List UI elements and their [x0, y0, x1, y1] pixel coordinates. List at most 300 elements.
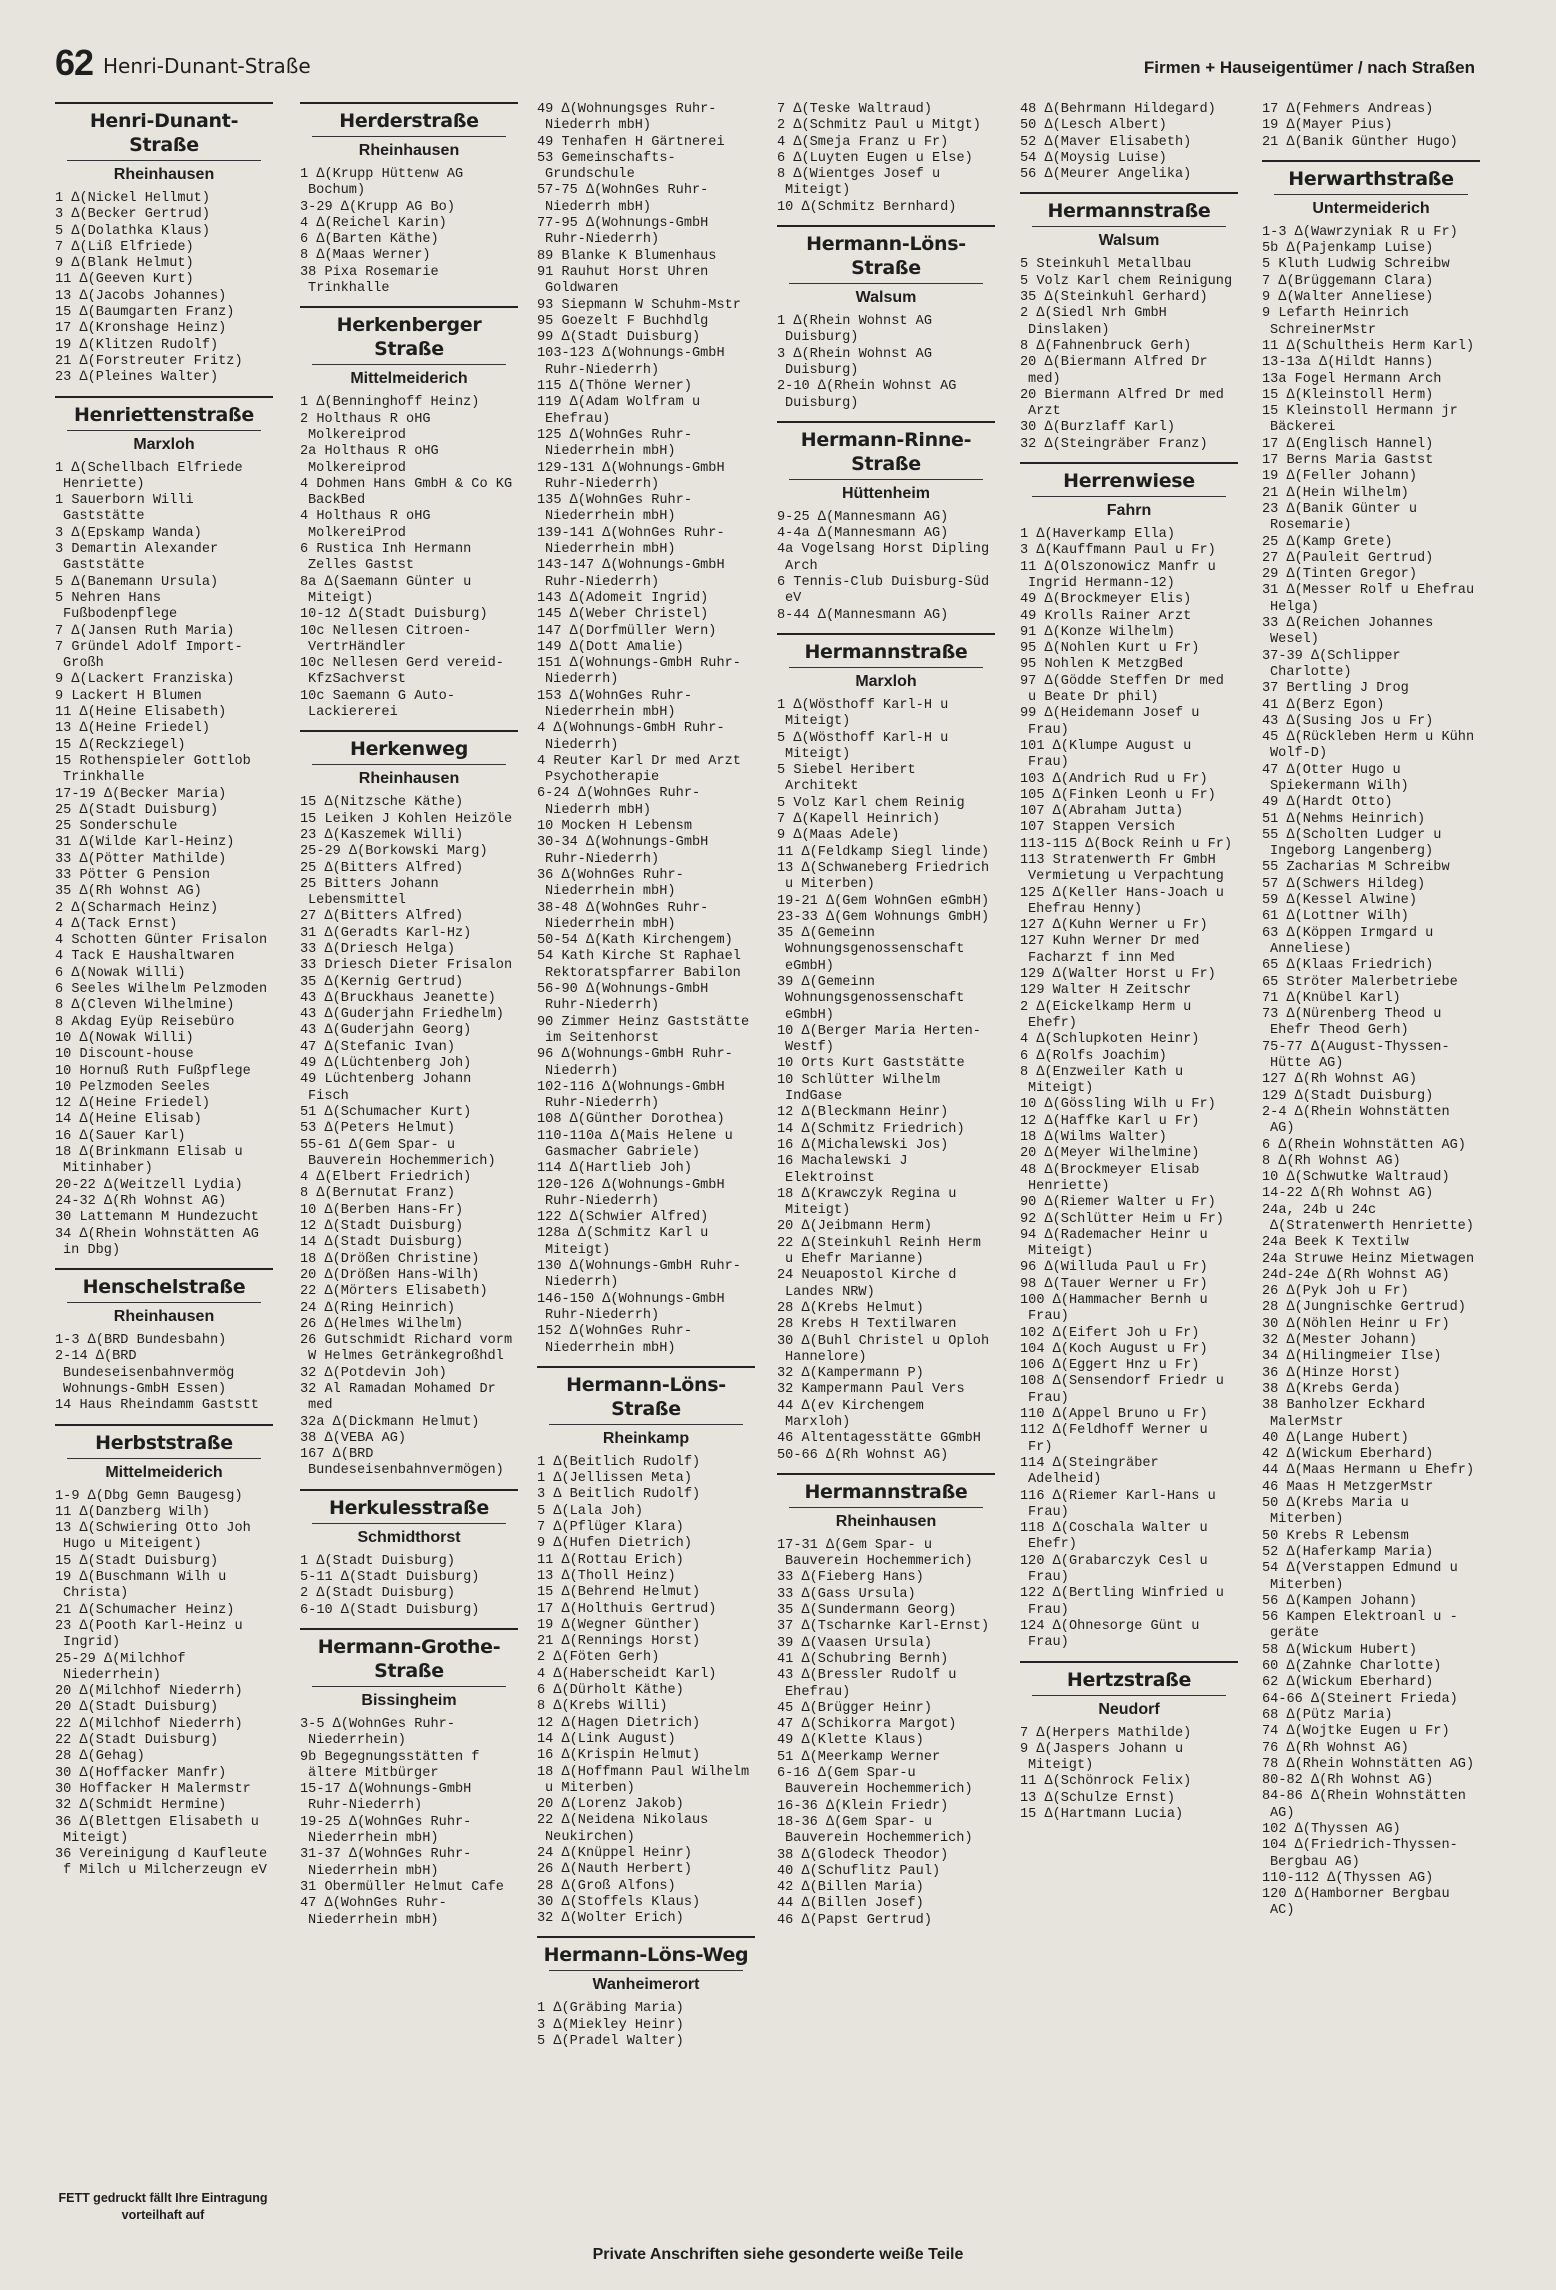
address-entry: 1-3 ∆(BRD Bundesbahn): [55, 1333, 227, 1349]
address-entry: 105 ∆(Finken Leonh u Fr): [1020, 787, 1216, 803]
address-entry: 18 ∆(Drößen Christine): [300, 1251, 480, 1267]
address-entry: 25 Sonderschule: [55, 819, 178, 835]
address-entry: 4a Vogelsang Horst Dipling Arch: [777, 542, 990, 574]
address-entry: 32 Al Ramadan Mohamed Dr med: [300, 1382, 496, 1414]
address-entry: 4 ∆(Schlupkoten Heinr): [1020, 1032, 1200, 1048]
address-entry: 15 ∆(Reckziegel): [55, 737, 186, 753]
address-entry: 43 ∆(Guderjahn Georg): [300, 1023, 472, 1039]
footnote: FETT gedruckt fällt Ihre Eintragung vorteilhaft auf: [58, 2191, 268, 2222]
street-section: [1020, 462, 1238, 1651]
address-entry: 32 ∆(Kampermann P): [777, 1366, 924, 1382]
address-entry: 11 ∆(Rottau Erich): [537, 1552, 684, 1568]
address-entry: 89 Blanke K Blumenhaus: [537, 248, 717, 264]
address-entry: 21 ∆(Forstreuter Fritz): [55, 353, 243, 369]
address-entry: 97 ∆(Gödde Steffen Dr med u Beate Dr phil): [1020, 673, 1224, 706]
section-rule: [300, 1489, 518, 1491]
address-entry: 9 ∆(Lackert Franziska): [55, 672, 235, 688]
street-section: [537, 102, 755, 1357]
street-title: Hermann-Grothe-Straße: [317, 1635, 501, 1682]
directory-column: [300, 102, 518, 2222]
address-entry: 43 ∆(Susing Jos u Fr): [1262, 713, 1434, 729]
title-underline: [312, 764, 506, 765]
address-entry: 13 ∆(Tholl Heinz): [537, 1568, 676, 1584]
address-entry: 1-3 ∆(Wawrzyniak R u Fr): [1262, 224, 1458, 240]
address-entry: 12 ∆(Hagen Dietrich): [537, 1715, 701, 1731]
directory-column: [1262, 102, 1480, 2222]
address-entry: 114 ∆(Steingräber Adelheid): [1020, 1455, 1159, 1488]
address-entry: 11 ∆(Geeven Kurt): [55, 272, 194, 288]
address-entry: 6-24 ∆(WohnGes Ruhr-Niederrh mbH): [537, 786, 701, 818]
address-entry: 2 ∆(Schmitz Paul u Mitgt): [777, 118, 981, 134]
address-entry: 38 ∆(VEBA AG): [300, 1430, 407, 1446]
address-entry: 20 ∆(Drößen Hans-Wilh): [300, 1267, 480, 1283]
address-entry: 43 ∆(Bressler Rudolf u Ehefrau): [777, 1668, 957, 1700]
address-entry: 31 ∆(Wilde Karl-Heinz): [55, 835, 235, 851]
address-entry: 23 ∆(Banik Günter u Rosemarie): [1262, 501, 1417, 534]
address-entry: 43 ∆(Bruckhaus Jeanette): [300, 990, 496, 1006]
address-entry: 14 ∆(Schmitz Friedrich): [777, 1121, 965, 1137]
street-section: [777, 421, 995, 624]
address-entry: 84-86 ∆(Rhein Wohnstätten AG): [1262, 1789, 1466, 1821]
address-entry: 110 ∆(Appel Bruno u Fr): [1020, 1407, 1208, 1423]
address-entry: 9 Lefarth Heinrich SchreinerMstr: [1262, 306, 1409, 338]
address-entry: 1 ∆(Haverkamp Ella): [1020, 527, 1175, 543]
address-entry: 2-4 ∆(Rhein Wohnstätten AG): [1262, 1104, 1450, 1137]
district-label: Rheinhausen: [835, 1512, 937, 1530]
address-entry: 4 Schotten Günter Frisalon: [55, 933, 268, 949]
address-entry: 36 Vereinigung d Kaufleute f Milch u Milcherzeugn eV: [55, 1847, 268, 1879]
address-entry: 5 Volz Karl chem Reinig: [777, 795, 965, 811]
address-entry: 53 ∆(Peters Helmut): [300, 1121, 455, 1137]
address-entry: 45 ∆(Rückleben Herm u Kühn Wolf-D): [1262, 730, 1475, 762]
title-underline: [1274, 194, 1468, 195]
address-entry: 11 ∆(Feldkamp Siegl linde): [777, 844, 990, 860]
address-entry: 44 ∆(Maas Hermann u Ehefr): [1262, 1463, 1475, 1479]
address-entry: 6 Rustica Inh Hermann Zelles Gastst: [300, 542, 472, 574]
address-entry: 35 ∆(Steinkuhl Gerhard): [1020, 290, 1208, 306]
address-entry: 57-75 ∆(WohnGes Ruhr-Niederrh mbH): [537, 183, 709, 215]
address-entry: 2-14 ∆(BRD Bundeseisenbahnvermög Wohnungs-GmbH Essen): [55, 1349, 235, 1397]
address-entry: 6 Seeles Wilhelm Pelzmoden: [55, 982, 268, 998]
address-entry: 22 ∆(Neidena Nikolaus Neukirchen): [537, 1813, 709, 1845]
address-entry: 16 ∆(Michalewski Jos): [777, 1137, 949, 1153]
title-underline: [312, 1523, 506, 1524]
address-entry: 15 ∆(Kleinstoll Herm): [1262, 387, 1434, 403]
address-entry: 119 ∆(Adam Wolfram u Ehefrau): [537, 395, 701, 427]
address-entry: 31-37 ∆(WohnGes Ruhr-Niederrhein mbH): [300, 1847, 472, 1879]
address-entry: 120-126 ∆(Wohnungs-GmbH Ruhr-Niederrh): [537, 1177, 725, 1209]
street-title: Herwarthstraße: [1288, 167, 1454, 190]
address-entry: 1 ∆(Jellissen Meta): [537, 1471, 692, 1487]
address-entry: 30 ∆(Buhl Christel u Oploh Hannelore): [777, 1333, 990, 1365]
street-title: Hertzstraße: [1066, 1668, 1192, 1691]
address-entry: 5 Kluth Ludwig Schreibw: [1262, 257, 1450, 273]
street-section: [300, 306, 518, 721]
address-entry: 56-90 ∆(Wohnungs-GmbH Ruhr-Niederrh): [537, 982, 709, 1014]
address-entry: 5 ∆(Banemann Ursula): [55, 574, 219, 590]
street-section: [300, 730, 518, 1479]
address-entry: 38 Banholzer Eckhard MalerMstr: [1262, 1398, 1426, 1430]
address-entry: 30 ∆(Stoffels Klaus): [537, 1894, 701, 1910]
address-entry: 32 ∆(Mester Johann): [1262, 1333, 1417, 1349]
address-entry: 49 ∆(Klette Klaus): [777, 1733, 924, 1749]
section-rule: [1262, 160, 1480, 162]
address-entry: 9 ∆(Blank Helmut): [55, 256, 194, 272]
page-number: 62: [55, 42, 94, 83]
address-entry: 103-123 ∆(Wohnungs-GmbH Ruhr-Niederrh): [537, 346, 725, 378]
address-entry: 8 ∆(Cleven Wilhelmine): [55, 998, 235, 1014]
address-entry: 120 ∆(Hamborner Bergbau AC): [1262, 1887, 1450, 1919]
address-entry: 9-25 ∆(Mannesmann AG): [777, 509, 949, 525]
address-entry: 107 ∆(Abraham Jutta): [1020, 804, 1184, 820]
address-entry: 39 ∆(Vaasen Ursula): [777, 1635, 932, 1651]
address-entry: 9 ∆(Maas Adele): [777, 828, 900, 844]
address-entry: 128a ∆(Schmitz Karl u Miteigt): [537, 1226, 709, 1258]
address-entry: 4 ∆(Tack Ernst): [55, 916, 178, 932]
address-entry: 32 Kampermann Paul Vers: [777, 1382, 965, 1398]
address-entry: 8 ∆(Maas Werner): [300, 248, 431, 264]
address-entry: 38 ∆(Krebs Gerda): [1262, 1381, 1401, 1397]
address-entry: 11 ∆(Olszonowicz Manfr u Ingrid Hermann-12): [1020, 559, 1216, 591]
address-entry: 1 ∆(Benninghoff Heinz): [300, 395, 480, 411]
title-underline: [1032, 226, 1226, 227]
address-entry: 19 ∆(Klitzen Rudolf): [55, 337, 219, 353]
address-entry: 14 ∆(Stadt Duisburg): [300, 1235, 464, 1251]
district-label: Untermeiderich: [1312, 199, 1430, 217]
street-title: Herderstraße: [339, 110, 479, 132]
address-entry: 3 ∆(Kauffmann Paul u Fr): [1020, 543, 1216, 559]
address-entry: 33 ∆(Pötter Mathilde): [55, 851, 227, 867]
address-entry: 36 ∆(Blettgen Elisabeth u Miteigt): [55, 1814, 259, 1846]
address-entry: 13 ∆(Schulze Ernst): [1020, 1790, 1175, 1806]
address-entry: 114 ∆(Hartlieb Joh): [537, 1161, 692, 1177]
section-rule: [777, 1473, 995, 1475]
address-entry: 49 ∆(Wohnungsges Ruhr-Niederrh mbH): [537, 102, 717, 134]
address-entry: 49 Lüchtenberg Johann Fisch: [300, 1072, 472, 1104]
address-entry: 6 ∆(Rolfs Joachim): [1020, 1048, 1167, 1064]
address-entry: 10-12 ∆(Stadt Duisburg): [300, 607, 488, 623]
district-label: Walsum: [1098, 232, 1160, 250]
address-entry: 15 Leiken J Kohlen Heizöle: [300, 811, 513, 827]
address-entry: 10 Schlütter Wilhelm IndGase: [777, 1072, 941, 1105]
address-entry: 7 ∆(Pflüger Klara): [537, 1520, 684, 1536]
street-title: Herrenwiese: [1063, 470, 1195, 493]
address-entry: 36 ∆(Hinze Horst): [1262, 1365, 1401, 1381]
street-section: [777, 633, 995, 1464]
address-entry: 15 ∆(Behrend Helmut): [537, 1585, 701, 1601]
address-entry: 8 ∆(Rh Wohnst AG): [1262, 1153, 1401, 1169]
address-entry: 2a Holthaus R oHG Molkereiprod: [300, 444, 439, 476]
address-entry: 7 ∆(Herpers Mathilde): [1020, 1725, 1192, 1741]
district-label: Bissingheim: [361, 1691, 457, 1709]
address-entry: 135 ∆(WohnGes Ruhr-Niederrhein mbH): [537, 493, 692, 525]
title-underline: [312, 364, 506, 365]
street-section: [1262, 102, 1480, 151]
address-entry: 13 ∆(Schwiering Otto Joh Hugo u Miteigent): [55, 1521, 251, 1553]
address-entry: 103 ∆(Andrich Rud u Fr): [1020, 771, 1208, 787]
address-entry: 4 ∆(Wohnungs-GmbH Ruhr-Niederrh): [537, 721, 725, 753]
address-entry: 101 ∆(Klumpe August u Frau): [1020, 738, 1192, 771]
address-entry: 1 ∆(Krupp Hüttenw AG Bochum): [300, 167, 464, 199]
section-rule: [777, 421, 995, 423]
address-entry: 31 ∆(Messer Rolf u Ehefrau Helga): [1262, 583, 1475, 615]
address-entry: 13-13a ∆(Hildt Hanns): [1262, 355, 1434, 371]
address-entry: 99 ∆(Heidemann Josef u Frau): [1020, 706, 1200, 738]
address-entry: 77-95 ∆(Wohnungs-GmbH Ruhr-Niederrh): [537, 216, 709, 248]
address-entry: 43 ∆(Guderjahn Friedhelm): [300, 1007, 504, 1023]
address-entry: 49 Tenhafen H Gärtnerei: [537, 134, 725, 150]
address-entry: 26 ∆(Helmes Wilhelm): [300, 1316, 464, 1332]
address-entry: 18 ∆(Brinkmann Elisab u Mitinhaber): [55, 1145, 243, 1177]
address-entry: 25-29 ∆(Milchhof Niederrhein): [55, 1651, 186, 1683]
address-entry: 33 ∆(Gass Ursula): [777, 1586, 916, 1602]
address-entry: 4 Dohmen Hans GmbH & Co KG BackBed: [300, 476, 513, 509]
address-entry: 11 ∆(Schönrock Felix): [1020, 1774, 1192, 1790]
street-title: Hermann-Löns-Weg: [543, 1944, 749, 1967]
address-entry: 55-61 ∆(Gem Spar- u Bauverein Hochemmerich): [300, 1137, 496, 1169]
street-title: Hermann-Löns-Straße: [806, 233, 966, 280]
address-entry: 20 Biermann Alfred Dr med Arzt: [1020, 387, 1224, 420]
address-entry: 5b ∆(Pajenkamp Luise): [1262, 241, 1434, 257]
address-entry: 28 ∆(Gehag): [55, 1749, 145, 1765]
address-entry: 50-66 ∆(Rh Wohnst AG): [777, 1447, 949, 1463]
address-entry: 15 ∆(Nitzsche Käthe): [300, 795, 464, 811]
address-entry: 9b Begegnungsstätten f ältere Mitbürger: [300, 1749, 480, 1781]
address-entry: 25 ∆(Stadt Duisburg): [55, 802, 219, 818]
address-entry: 53 Gemeinschafts-Grundschule: [537, 150, 676, 183]
address-entry: 71 ∆(Knübel Karl): [1262, 990, 1401, 1006]
address-entry: 16 ∆(Krispin Helmut): [537, 1748, 701, 1764]
address-entry: 18 ∆(Krawczyk Regina u Miteigt): [777, 1186, 957, 1219]
address-entry: 5 Siebel Heribert Architekt: [777, 763, 916, 795]
address-entry: 58 ∆(Wickum Hubert): [1262, 1642, 1417, 1658]
address-entry: 30-34 ∆(Wohnungs-GmbH Ruhr-Niederrh): [537, 835, 709, 867]
address-entry: 49 ∆(Hardt Otto): [1262, 795, 1393, 811]
address-entry: 129 ∆(Stadt Duisburg): [1262, 1088, 1434, 1104]
title-underline: [312, 1686, 506, 1687]
address-entry: 28 ∆(Groß Alfons): [537, 1878, 676, 1894]
address-entry: 28 Krebs H Textilwaren: [777, 1317, 957, 1333]
address-entry: 24d-24e ∆(Rh Wohnst AG): [1262, 1267, 1450, 1283]
address-entry: 25 ∆(Bitters Alfred): [300, 860, 464, 876]
address-entry: 12 ∆(Heine Friedel): [55, 1096, 210, 1112]
address-entry: 9 Lackert H Blumen: [55, 688, 202, 704]
address-entry: 129 Walter H Zeitschr: [1020, 983, 1192, 999]
address-entry: 122 ∆(Bertling Winfried u Frau): [1020, 1586, 1224, 1618]
street-title: Hermannstraße: [804, 1480, 968, 1503]
address-entry: 48 ∆(Brockmeyer Elisab Henriette): [1020, 1162, 1200, 1194]
address-entry: 20 ∆(Stadt Duisburg): [55, 1700, 219, 1716]
address-entry: 10 ∆(Schmitz Bernhard): [777, 199, 957, 215]
address-entry: 8 ∆(Enzweiler Kath u Miteigt): [1020, 1064, 1184, 1097]
address-entry: 3 ∆(Rhein Wohnst AG Duisburg): [777, 346, 932, 378]
address-entry: 10 Discount-house: [55, 1047, 194, 1063]
address-entry: 22 ∆(Stadt Duisburg): [55, 1733, 219, 1749]
address-entry: 167 ∆(BRD Bundeseisenbahnvermögen): [300, 1447, 504, 1479]
address-entry: 21 ∆(Schumacher Heinz): [55, 1602, 235, 1618]
address-entry: 22 ∆(Steinkuhl Reinh Herm u Ehefr Marianne): [777, 1235, 981, 1268]
street-title: Hermannstraße: [1047, 200, 1211, 223]
section-rule: [55, 1424, 273, 1426]
address-entry: 90 ∆(Riemer Walter u Fr): [1020, 1195, 1216, 1211]
street-section: [1020, 1661, 1238, 1824]
address-entry: 32 ∆(Potdevin Joh): [300, 1365, 447, 1381]
address-entry: 10 ∆(Schwutke Waltraud): [1262, 1170, 1450, 1186]
address-entry: 125 ∆(Keller Hans-Joach u Ehefrau Henny): [1020, 885, 1224, 917]
address-entry: 4-4a ∆(Mannesmann AG): [777, 526, 949, 542]
section-rule: [777, 225, 995, 227]
address-entry: 4 Holthaus R oHG MolkereiProd: [300, 509, 431, 541]
address-entry: 10 ∆(Nowak Willi): [55, 1030, 194, 1046]
address-entry: 4 ∆(Reichel Karin): [300, 215, 447, 231]
district-label: Marxloh: [133, 435, 195, 453]
address-entry: 5 ∆(Lala Joh): [537, 1503, 644, 1519]
address-entry: 17 ∆(Englisch Hannel): [1262, 436, 1434, 452]
address-entry: 104 ∆(Koch August u Fr): [1020, 1341, 1208, 1357]
address-entry: 9 ∆(Hufen Dietrich): [537, 1536, 692, 1552]
street-section: [55, 396, 273, 1260]
address-entry: 65 Ströter Malerbetriebe: [1262, 974, 1458, 990]
address-entry: 49 Krolls Rainer Arzt: [1020, 608, 1192, 624]
section-rule: [300, 102, 518, 104]
address-entry: 4 ∆(Haberscheidt Karl): [537, 1666, 717, 1682]
address-entry: 54 ∆(Moysig Luise): [1020, 150, 1167, 166]
address-entry: 25 Bitters Johann Lebensmittel: [300, 876, 439, 909]
address-entry: 23 ∆(Pooth Karl-Heinz u Ingrid): [55, 1618, 243, 1651]
directory-column: [55, 102, 273, 2222]
district-label: Rheinhausen: [358, 142, 460, 159]
address-entry: 17 Berns Maria Gastst: [1262, 453, 1434, 469]
address-entry: 63 ∆(Köppen Irmgard u Anneliese): [1262, 925, 1434, 957]
address-entry: 37 ∆(Tscharnke Karl-Ernst): [777, 1619, 990, 1635]
address-entry: 23 ∆(Pleines Walter): [55, 370, 219, 386]
address-entry: 47 ∆(WohnGes Ruhr-Niederrhein mbH): [300, 1896, 447, 1928]
address-entry: 47 ∆(Otter Hugo u Spiekermann Wilh): [1262, 762, 1409, 794]
title-underline: [789, 667, 983, 668]
address-entry: 102 ∆(Thyssen AG): [1262, 1821, 1401, 1837]
address-entry: 95 Goezelt F Buchhdlg: [537, 313, 709, 329]
directory-column: [537, 102, 755, 2222]
address-entry: 4 ∆(Smeja Franz u Fr): [777, 134, 949, 150]
street-section: [55, 1268, 273, 1414]
address-entry: 26 ∆(Pyk Joh u Fr): [1262, 1284, 1409, 1300]
address-entry: 76 ∆(Rh Wohnst AG): [1262, 1740, 1409, 1756]
address-entry: 60 ∆(Zahnke Charlotte): [1262, 1659, 1442, 1675]
address-entry: 10c Saemann G Auto-Lackiererei: [300, 688, 455, 721]
address-entry: 52 ∆(Haferkamp Maria): [1262, 1544, 1434, 1560]
title-underline: [1032, 496, 1226, 497]
street-section: [777, 1473, 995, 1929]
address-entry: 6 ∆(Luyten Eugen u Else): [777, 150, 973, 166]
directory-section-title: Firmen + Hauseigentümer / nach Straßen: [1143, 58, 1475, 77]
address-entry: 8 ∆(Wientges Josef u Miteigt): [777, 167, 941, 199]
address-entry: 30 ∆(Hoffacker Manfr): [55, 1765, 227, 1781]
address-entry: 95 Nohlen K MetzgBed: [1020, 657, 1184, 673]
street-section: [1020, 192, 1238, 453]
district-label: Fahrn: [1106, 502, 1152, 520]
address-entry: 50 ∆(Lesch Albert): [1020, 118, 1167, 134]
address-entry: 6-10 ∆(Stadt Duisburg): [300, 1602, 480, 1618]
address-entry: 5-11 ∆(Stadt Duisburg): [300, 1570, 480, 1586]
address-entry: 32 ∆(Steingräber Franz): [1020, 436, 1208, 452]
address-entry: 124 ∆(Ohnesorge Günt u Frau): [1020, 1618, 1200, 1651]
address-entry: 127 Kuhn Werner Dr med Facharzt f inn Med: [1020, 934, 1200, 966]
address-entry: 147 ∆(Dorfmüller Wern): [537, 623, 717, 639]
address-entry: 8 Akdag Eyüp Reisebüro: [55, 1014, 235, 1030]
address-entry: 10 Orts Kurt Gaststätte: [777, 1056, 965, 1072]
address-entry: 145 ∆(Weber Christel): [537, 607, 709, 623]
address-entry: 107 Stappen Versich: [1020, 820, 1175, 836]
address-entry: 24a, 24b u 24c ∆(Stratenwerth Henriette): [1262, 1202, 1474, 1234]
section-rule: [537, 1366, 755, 1368]
address-entry: 7 ∆(Jansen Ruth Maria): [55, 623, 235, 639]
address-entry: 24 Neuapostol Kirche d Landes NRW): [777, 1268, 957, 1300]
address-entry: 19 ∆(Wegner Günther): [537, 1617, 701, 1633]
address-entry: 129 ∆(Walter Horst u Fr): [1020, 967, 1216, 983]
address-entry: 15 ∆(Stadt Duisburg): [55, 1553, 219, 1569]
address-entry: 32a ∆(Dickmann Helmut): [300, 1414, 480, 1430]
address-entry: 116 ∆(Riemer Karl-Hans u Frau): [1020, 1488, 1216, 1520]
address-entry: 47 ∆(Stefanic Ivan): [300, 1039, 455, 1055]
address-entry: 6 ∆(Nowak Willi): [55, 965, 186, 981]
section-rule: [1020, 1661, 1238, 1663]
district-label: Marxloh: [855, 672, 917, 690]
address-entry: 1 Sauerborn Willi Gaststätte: [55, 493, 194, 525]
address-entry: 6 ∆(Dürholt Käthe): [537, 1683, 684, 1699]
address-entry: 7 Gründel Adolf Import-Großh: [55, 639, 243, 672]
address-entry: 30 Hoffacker H Malermstr: [55, 1781, 251, 1797]
address-entry: 15-17 ∆(Wohnungs-GmbH Ruhr-Niederrh): [300, 1782, 472, 1814]
address-entry: 24a Beek K Textilw: [1262, 1235, 1409, 1251]
page-header: [55, 42, 1475, 82]
address-entry: 26 Gutschmidt Richard vorm W Helmes Getränkegroßhdl: [300, 1333, 513, 1365]
address-entry: 27 ∆(Bitters Alfred): [300, 909, 464, 925]
street-section: [300, 1489, 518, 1619]
street-title: Herkulesstraße: [329, 1496, 489, 1519]
address-entry: 47 ∆(Schikorra Margot): [777, 1717, 957, 1733]
address-entry: 18 ∆(Hoffmann Paul Wilhelm u Miterben): [537, 1764, 750, 1796]
address-entry: 35 ∆(Gemeinn Wohnungsgenossenschaft eGmbH): [777, 926, 965, 974]
address-entry: 52 ∆(Maver Elisabeth): [1020, 134, 1192, 150]
address-entry: 152 ∆(WohnGes Ruhr-Niederrhein mbH): [537, 1324, 692, 1356]
address-entry: 17-31 ∆(Gem Spar- u Bauverein Hochemmerich): [777, 1537, 973, 1570]
address-entry: 17 ∆(Kronshage Heinz): [55, 321, 227, 337]
address-entry: 25-29 ∆(Borkowski Marg): [300, 844, 488, 860]
title-underline: [549, 1970, 743, 1971]
address-entry: 20 ∆(Meyer Wilhelmine): [1020, 1146, 1200, 1162]
address-entry: 15 ∆(Hartmann Lucia): [1020, 1807, 1184, 1823]
directory-column: [1020, 102, 1238, 2222]
street-title: Herkenberger Straße: [336, 314, 482, 361]
address-entry: 48 ∆(Behrmann Hildegard): [1020, 102, 1216, 117]
address-entry: 10 Mocken H Lebensm: [537, 819, 692, 835]
address-entry: 1 ∆(Gräbing Maria): [537, 2001, 684, 2017]
address-entry: 143 ∆(Adomeit Ingrid): [537, 590, 709, 606]
address-entry: 104 ∆(Friedrich-Thyssen-Bergbau AG): [1262, 1838, 1458, 1870]
address-entry: 118 ∆(Coschala Walter u Ehefr): [1020, 1521, 1208, 1553]
address-entry: 3 ∆(Becker Gertrud): [55, 207, 210, 223]
address-entry: 1 ∆(Schellbach Elfriede Henriette): [55, 460, 243, 492]
address-entry: 1-9 ∆(Dbg Gemn Baugesg): [55, 1488, 243, 1504]
street-title: Herbststraße: [95, 1431, 233, 1454]
address-entry: 38 ∆(Glodeck Theodor): [777, 1847, 949, 1863]
section-rule: [55, 396, 273, 398]
district-label: Hüttenheim: [842, 484, 930, 502]
address-entry: 36 ∆(WohnGes Ruhr-Niederrhein mbH): [537, 867, 684, 900]
address-entry: 94 ∆(Rademacher Heinr u Miteigt): [1020, 1227, 1208, 1260]
address-entry: 2 ∆(Siedl Nrh GmbH Dinslaken): [1020, 306, 1167, 338]
address-entry: 143-147 ∆(Wohnungs-GmbH Ruhr-Niederrh): [537, 558, 725, 590]
